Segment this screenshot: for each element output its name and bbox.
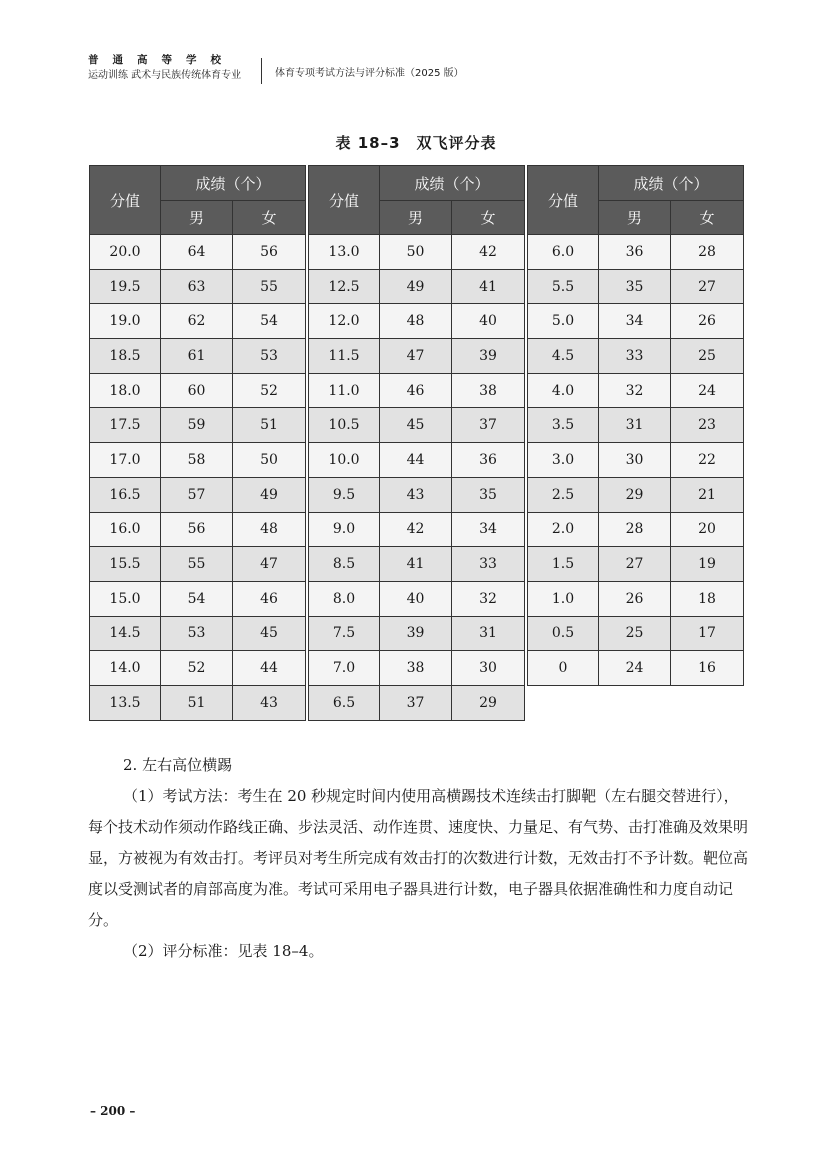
score-cell: 5.5 — [528, 269, 599, 304]
score-cell: 3.5 — [528, 408, 599, 443]
table-row — [528, 339, 744, 374]
header-male: 男 — [599, 201, 671, 235]
table-row — [528, 616, 744, 651]
score-cell: 16.5 — [90, 477, 161, 512]
score-cell: 13.5 — [90, 685, 161, 720]
table-row — [90, 685, 306, 720]
table-row — [528, 651, 744, 686]
score-cell: 0.5 — [528, 616, 599, 651]
male-count-cell: 39 — [380, 616, 452, 651]
score-cell: 18.0 — [90, 373, 161, 408]
female-count-cell: 50 — [233, 443, 306, 478]
female-count-cell: 25 — [671, 339, 744, 374]
female-count-cell: 27 — [671, 269, 744, 304]
female-count-cell: 20 — [671, 512, 744, 547]
female-count-cell: 16 — [671, 651, 744, 686]
score-cell: 14.5 — [90, 616, 161, 651]
table-row — [90, 547, 306, 582]
male-count-cell: 37 — [380, 685, 452, 720]
table-row — [90, 373, 306, 408]
table-row — [309, 651, 525, 686]
female-count-cell: 54 — [233, 304, 306, 339]
male-count-cell: 32 — [599, 373, 671, 408]
male-count-cell: 64 — [161, 235, 233, 270]
header-female: 女 — [452, 201, 525, 235]
female-count-cell: 21 — [671, 477, 744, 512]
header-male: 男 — [161, 201, 233, 235]
header-book-title: 体育专项考试方法与评分标准（2025 版） — [275, 68, 464, 79]
header-score: 分值 — [90, 166, 161, 235]
table-row — [528, 512, 744, 547]
table-row — [309, 616, 525, 651]
score-cell: 15.5 — [90, 547, 161, 582]
male-count-cell: 27 — [599, 547, 671, 582]
table-row — [90, 269, 306, 304]
table-row — [309, 685, 525, 720]
table-row — [528, 581, 744, 616]
header-left — [88, 52, 253, 84]
female-count-cell: 46 — [233, 581, 306, 616]
table-row — [309, 512, 525, 547]
table-body — [528, 235, 744, 686]
male-count-cell: 47 — [380, 339, 452, 374]
score-cell: 12.0 — [309, 304, 380, 339]
header-score: 分值 — [309, 166, 380, 235]
male-count-cell: 28 — [599, 512, 671, 547]
male-count-cell: 57 — [161, 477, 233, 512]
female-count-cell: 28 — [671, 235, 744, 270]
male-count-cell: 63 — [161, 269, 233, 304]
score-cell: 9.5 — [309, 477, 380, 512]
score-cell: 6.0 — [528, 235, 599, 270]
male-count-cell: 38 — [380, 651, 452, 686]
male-count-cell: 44 — [380, 443, 452, 478]
score-cell: 16.0 — [90, 512, 161, 547]
score-cell: 4.0 — [528, 373, 599, 408]
female-count-cell: 41 — [452, 269, 525, 304]
score-cell: 19.5 — [90, 269, 161, 304]
table-row — [309, 408, 525, 443]
male-count-cell: 61 — [161, 339, 233, 374]
table-row — [90, 304, 306, 339]
table-row — [90, 512, 306, 547]
male-count-cell: 52 — [161, 651, 233, 686]
header-female: 女 — [233, 201, 306, 235]
male-count-cell: 41 — [380, 547, 452, 582]
score-cell: 11.0 — [309, 373, 380, 408]
table-row — [528, 269, 744, 304]
table-row — [90, 477, 306, 512]
female-count-cell: 40 — [452, 304, 525, 339]
table-body — [90, 235, 306, 721]
male-count-cell: 40 — [380, 581, 452, 616]
header-result: 成绩（个） — [161, 166, 306, 201]
female-count-cell: 49 — [233, 477, 306, 512]
male-count-cell: 43 — [380, 477, 452, 512]
score-table-group-3 — [527, 165, 744, 686]
table-row — [309, 547, 525, 582]
table-row — [309, 443, 525, 478]
male-count-cell: 33 — [599, 339, 671, 374]
score-table-group-2 — [308, 165, 525, 721]
header-male: 男 — [380, 201, 452, 235]
table-row — [90, 408, 306, 443]
female-count-cell: 26 — [671, 304, 744, 339]
female-count-cell: 47 — [233, 547, 306, 582]
section-heading: 2. 左右高位横踢 — [123, 756, 233, 774]
male-count-cell: 30 — [599, 443, 671, 478]
female-count-cell: 18 — [671, 581, 744, 616]
male-count-cell: 46 — [380, 373, 452, 408]
table-row — [309, 373, 525, 408]
score-cell: 7.5 — [309, 616, 380, 651]
male-count-cell: 49 — [380, 269, 452, 304]
female-count-cell: 33 — [452, 547, 525, 582]
male-count-cell: 60 — [161, 373, 233, 408]
female-count-cell: 34 — [452, 512, 525, 547]
female-count-cell: 23 — [671, 408, 744, 443]
score-cell: 19.0 — [90, 304, 161, 339]
header-score: 分值 — [528, 166, 599, 235]
female-count-cell: 52 — [233, 373, 306, 408]
male-count-cell: 42 — [380, 512, 452, 547]
table-row — [528, 373, 744, 408]
score-cell: 5.0 — [528, 304, 599, 339]
table-row — [309, 269, 525, 304]
score-cell: 1.5 — [528, 547, 599, 582]
male-count-cell: 24 — [599, 651, 671, 686]
table-row — [309, 581, 525, 616]
female-count-cell: 39 — [452, 339, 525, 374]
score-table-group-1 — [89, 165, 306, 721]
score-cell: 15.0 — [90, 581, 161, 616]
score-cell: 8.5 — [309, 547, 380, 582]
female-count-cell: 45 — [233, 616, 306, 651]
score-cell: 7.0 — [309, 651, 380, 686]
female-count-cell: 31 — [452, 616, 525, 651]
table-row — [309, 304, 525, 339]
female-count-cell: 37 — [452, 408, 525, 443]
male-count-cell: 56 — [161, 512, 233, 547]
female-count-cell: 32 — [452, 581, 525, 616]
header-result: 成绩（个） — [380, 166, 525, 201]
header-result: 成绩（个） — [599, 166, 744, 201]
table-row — [90, 581, 306, 616]
table-row — [90, 651, 306, 686]
header-major: 运动训练 武术与民族传统体育专业 — [88, 70, 242, 81]
table-row — [528, 443, 744, 478]
male-count-cell: 31 — [599, 408, 671, 443]
header-female: 女 — [671, 201, 744, 235]
male-count-cell: 50 — [380, 235, 452, 270]
male-count-cell: 48 — [380, 304, 452, 339]
score-cell: 13.0 — [309, 235, 380, 270]
score-cell: 17.5 — [90, 408, 161, 443]
female-count-cell: 43 — [233, 685, 306, 720]
female-count-cell: 56 — [233, 235, 306, 270]
female-count-cell: 36 — [452, 443, 525, 478]
paragraph-standard: （2）评分标准：见表 18–4。 — [123, 942, 324, 960]
table-row — [528, 477, 744, 512]
male-count-cell: 34 — [599, 304, 671, 339]
male-count-cell: 53 — [161, 616, 233, 651]
table-row — [90, 616, 306, 651]
table-row — [528, 408, 744, 443]
male-count-cell: 55 — [161, 547, 233, 582]
female-count-cell: 44 — [233, 651, 306, 686]
score-cell: 1.0 — [528, 581, 599, 616]
female-count-cell: 24 — [671, 373, 744, 408]
male-count-cell: 36 — [599, 235, 671, 270]
female-count-cell: 55 — [233, 269, 306, 304]
header-school: 普通高等学校 — [88, 54, 235, 66]
score-cell: 17.0 — [90, 443, 161, 478]
score-cell: 4.5 — [528, 339, 599, 374]
female-count-cell: 42 — [452, 235, 525, 270]
score-cell: 20.0 — [90, 235, 161, 270]
header-divider — [261, 58, 262, 84]
female-count-cell: 29 — [452, 685, 525, 720]
female-count-cell: 53 — [233, 339, 306, 374]
table-row — [90, 339, 306, 374]
score-cell: 2.5 — [528, 477, 599, 512]
body-text — [88, 750, 748, 967]
male-count-cell: 29 — [599, 477, 671, 512]
table-row — [309, 339, 525, 374]
score-cell: 0 — [528, 651, 599, 686]
table-row — [528, 304, 744, 339]
paragraph-method: （1）考试方法：考生在 20 秒规定时间内使用高横踢技术连续击打脚靶（左右腿交替进行），每个技术动作须动作路线正确、步法灵活、动作连贯、速度快、力量足、有气势、击打准确及效果明显，方被视为有效击打。考评员对考生所完成有效击打的次数进行计数，无效击打不予计数。靶位高度以受测试者的肩部高度为准。考试可采用电子器具进行计数，电子器具依据准确性和力度自动记分。 — [88, 787, 749, 929]
table-row — [90, 443, 306, 478]
male-count-cell: 45 — [380, 408, 452, 443]
female-count-cell: 48 — [233, 512, 306, 547]
table-body — [309, 235, 525, 721]
male-count-cell: 54 — [161, 581, 233, 616]
score-cell: 9.0 — [309, 512, 380, 547]
female-count-cell: 22 — [671, 443, 744, 478]
male-count-cell: 26 — [599, 581, 671, 616]
table-row — [528, 235, 744, 270]
female-count-cell: 30 — [452, 651, 525, 686]
male-count-cell: 58 — [161, 443, 233, 478]
page-number: – 200 – — [90, 1104, 136, 1118]
score-cell: 18.5 — [90, 339, 161, 374]
table-row — [528, 547, 744, 582]
male-count-cell: 35 — [599, 269, 671, 304]
score-cell: 2.0 — [528, 512, 599, 547]
male-count-cell: 25 — [599, 616, 671, 651]
female-count-cell: 51 — [233, 408, 306, 443]
score-cell: 3.0 — [528, 443, 599, 478]
score-cell: 12.5 — [309, 269, 380, 304]
male-count-cell: 59 — [161, 408, 233, 443]
score-cell: 10.5 — [309, 408, 380, 443]
male-count-cell: 62 — [161, 304, 233, 339]
female-count-cell: 17 — [671, 616, 744, 651]
table-row — [90, 235, 306, 270]
female-count-cell: 19 — [671, 547, 744, 582]
score-cell: 8.0 — [309, 581, 380, 616]
male-count-cell: 51 — [161, 685, 233, 720]
score-cell: 11.5 — [309, 339, 380, 374]
table-title: 表 18–3 双飞评分表 — [335, 134, 497, 152]
table-row — [309, 235, 525, 270]
female-count-cell: 38 — [452, 373, 525, 408]
score-cell: 14.0 — [90, 651, 161, 686]
score-cell: 6.5 — [309, 685, 380, 720]
table-row — [309, 477, 525, 512]
female-count-cell: 35 — [452, 477, 525, 512]
score-cell: 10.0 — [309, 443, 380, 478]
